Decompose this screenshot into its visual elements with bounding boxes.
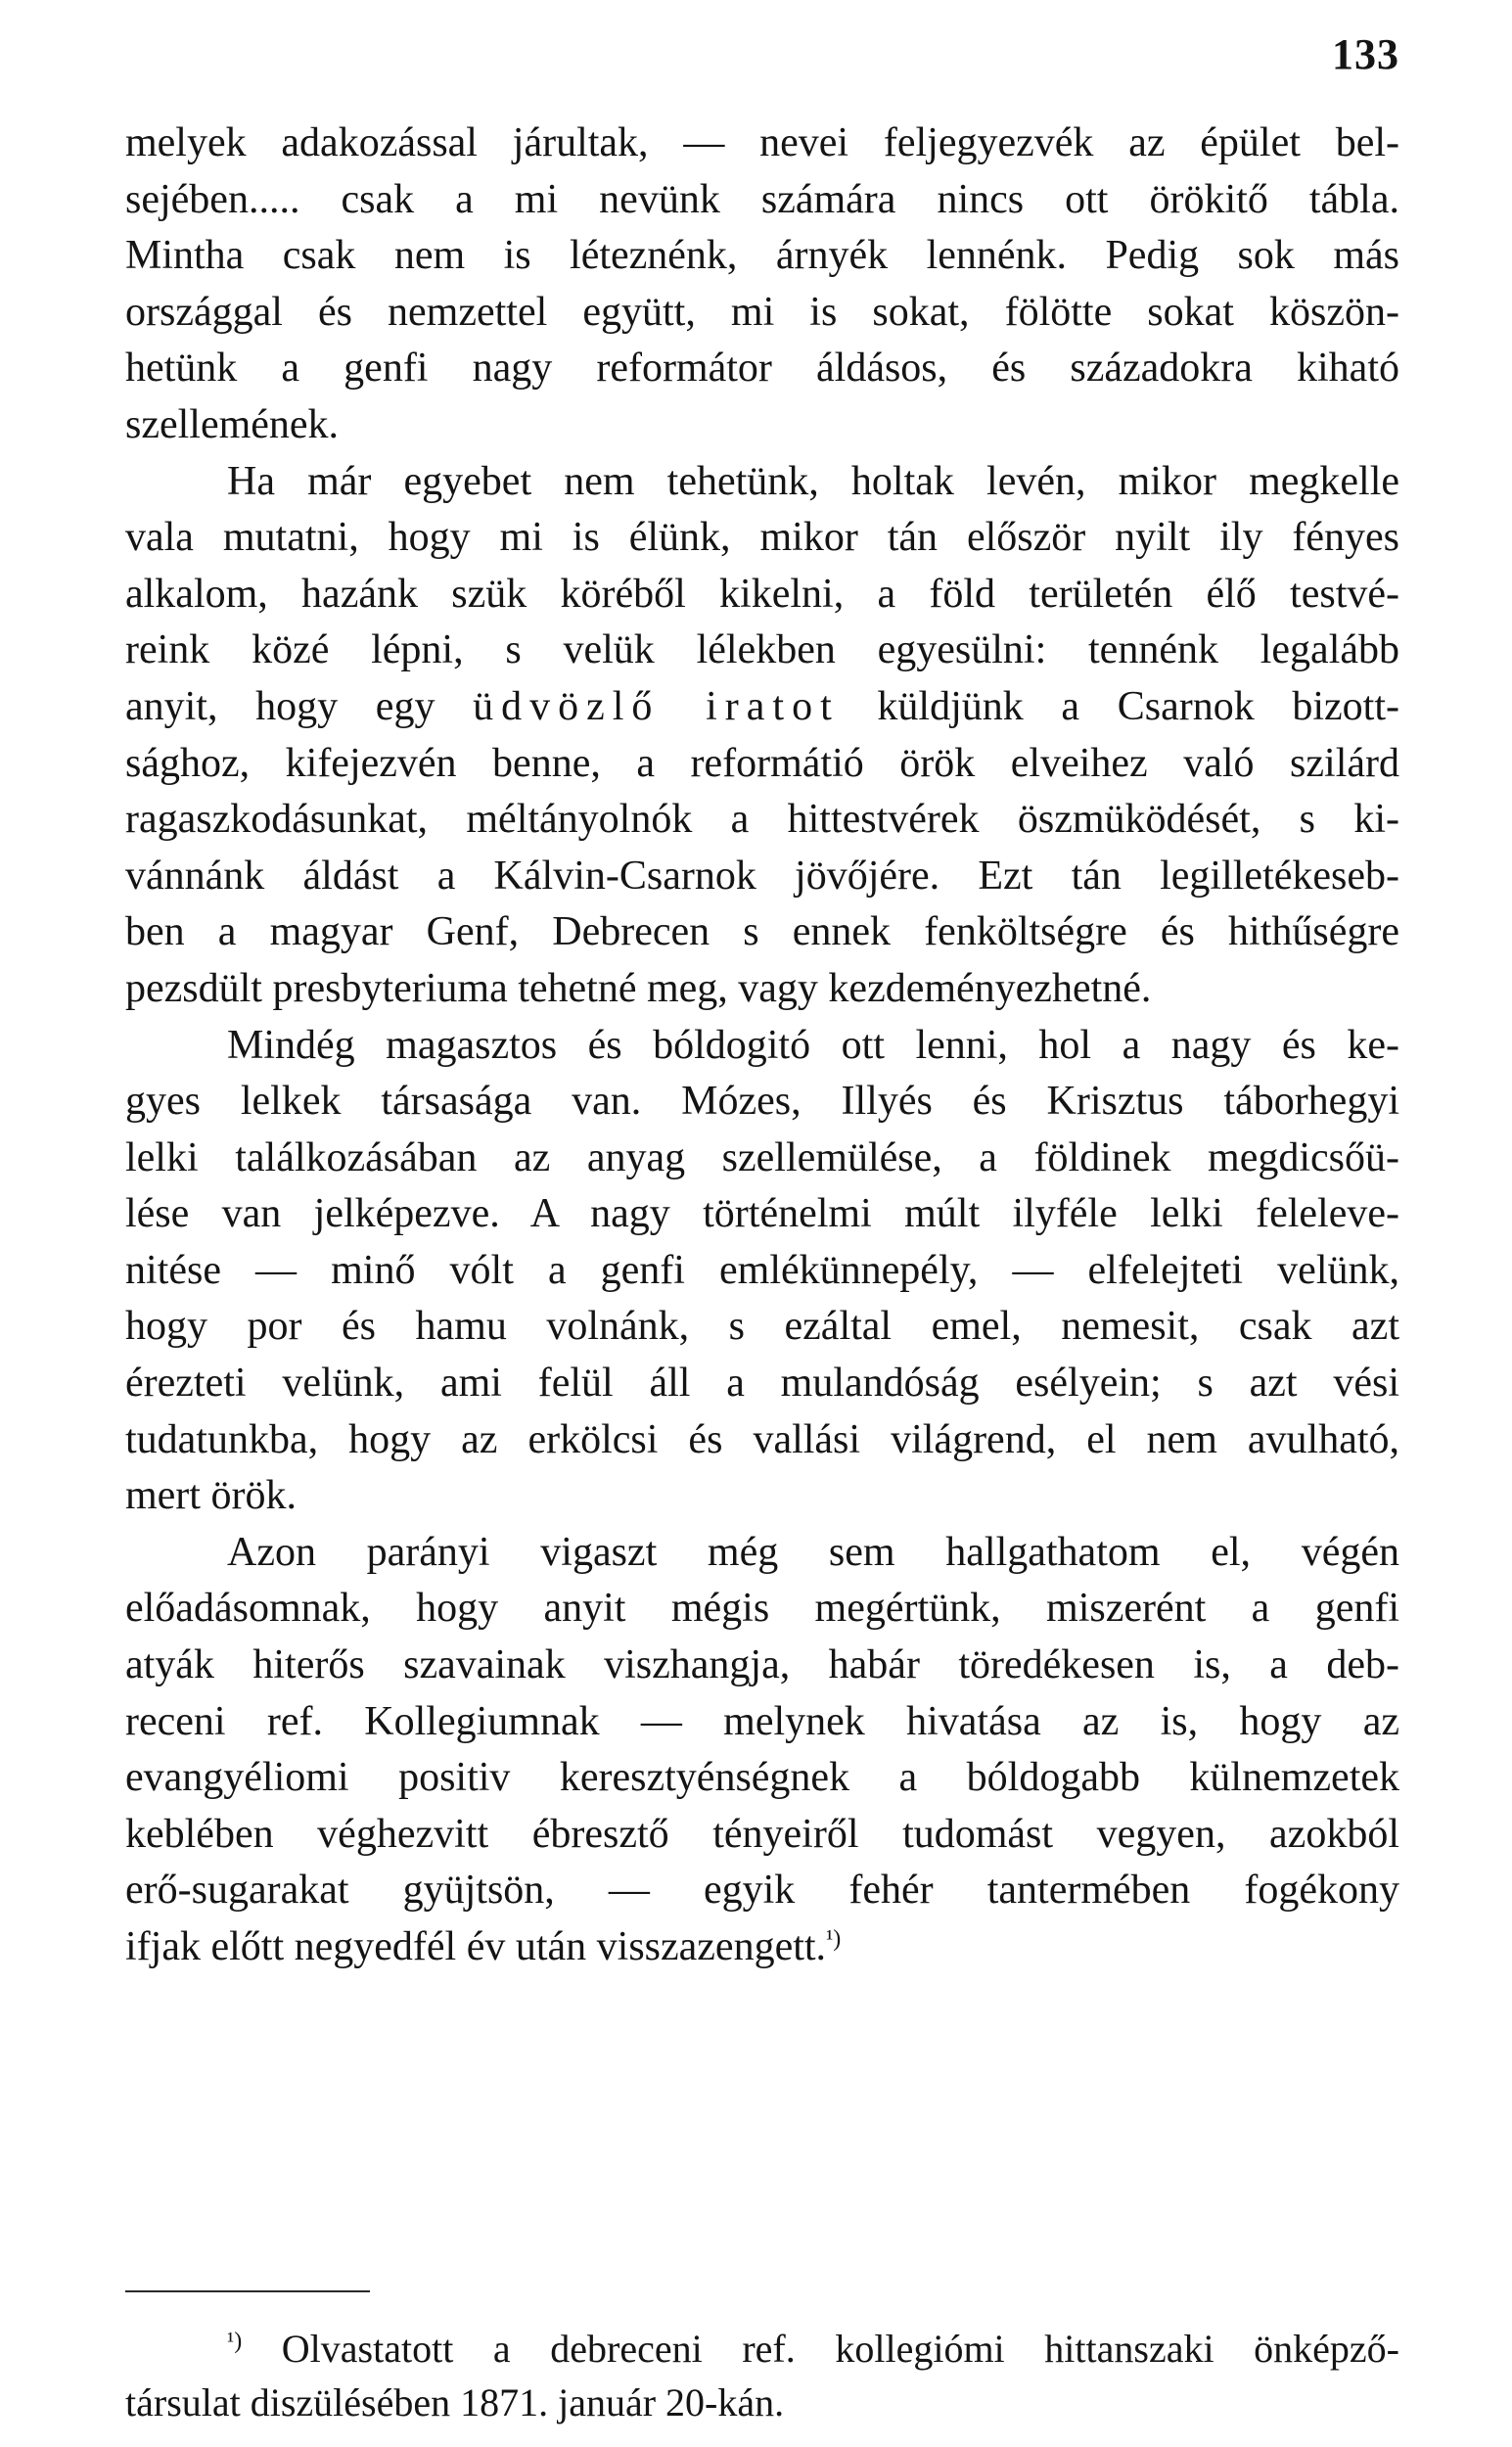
text-line: előadásomnak, hogy anyit mégis megértünk, miszerént a genfi bbox=[125, 1586, 1399, 1632]
text-line: ben a magyar Genf, Debrecen s ennek fenköltségre és hithűségre bbox=[125, 909, 1399, 955]
line-text: ifjak előtt negyedfél év után visszazengett. bbox=[125, 1924, 827, 1969]
text-line: receni ref. Kollegiumnak — melynek hivatása az is, hogy az bbox=[125, 1698, 1399, 1744]
text-line: alkalom, hazánk szük köréből kikelni, a föld területén élő testvé- bbox=[125, 571, 1399, 617]
body-text bbox=[125, 115, 1399, 1976]
text-line-with-spaced-emphasis bbox=[125, 679, 1399, 736]
footnote-divider bbox=[125, 2290, 370, 2292]
spaced-emphasis: üdvözlő iratot bbox=[473, 683, 840, 729]
text-line: hetünk a genfi nagy reformátor áldásos, és századokra kiható bbox=[125, 346, 1399, 392]
text-line: nitése — minő vólt a genfi emlékünnepély, — elfelejteti velünk, bbox=[125, 1247, 1399, 1293]
footnote-line: társulat diszülésében 1871. január 20-kán. bbox=[125, 2380, 785, 2424]
text-line: tudatunkba, hogy az erkölcsi és vallási világrend, el nem avulható, bbox=[125, 1416, 1399, 1462]
text-line: hogy por és hamu volnánk, s ezáltal emel, nemesit, csak azt bbox=[125, 1304, 1399, 1350]
footnote-reference[interactable]: ¹) bbox=[826, 1926, 842, 1952]
text-line: mert örök. bbox=[125, 1473, 297, 1519]
text-line: vala mutatni, hogy mi is élünk, mikor tán először nyilt ily fényes bbox=[125, 515, 1399, 561]
text-line: gyes lelkek társasága van. Mózes, Illyés és Krisztus táborhegyi bbox=[125, 1079, 1399, 1125]
text-line: Azon parányi vigaszt még sem hallgathatom el, végén bbox=[227, 1529, 1399, 1575]
footnote-text: Olvastatott a debreceni ref. kollegiómi hittanszaki önképző- bbox=[281, 2327, 1399, 2371]
footnote-line bbox=[125, 2322, 1399, 2376]
footnote bbox=[125, 2322, 1399, 2429]
text-line: lése van jelképezve. A nagy történelmi múlt ilyféle lelki feleleve- bbox=[125, 1191, 1399, 1237]
text-line: érezteti velünk, ami felül áll a mulandóság esélyein; s azt vési bbox=[125, 1361, 1399, 1407]
text-line: evangyéliomi positiv keresztyénségnek a bóldogabb külnemzetek bbox=[125, 1755, 1399, 1801]
text-line: sághoz, kifejezvén benne, a reformátió örök elveihez való szilárd bbox=[125, 740, 1399, 786]
text-line: országgal és nemzettel együtt, mi is sokat, fölötte sokat köszön- bbox=[125, 289, 1399, 335]
text-line: sejében..... csak a mi nevünk számára nincs ott örökitő tábla. bbox=[125, 176, 1399, 222]
text-line: ragaszkodásunkat, méltányolnók a hittestvérek öszmüködését, s ki- bbox=[125, 797, 1399, 843]
page-number: 133 bbox=[1332, 30, 1399, 78]
text-line: pezsdült presbyteriuma tehetné meg, vagy kezdeményezhetné. bbox=[125, 965, 1152, 1011]
text-line: Mintha csak nem is léteznénk, árnyék lennénk. Pedig sok más bbox=[125, 233, 1399, 279]
text-line: vánnánk áldást a Kálvin-Csarnok jövőjére. Ezt tán legilletékeseb- bbox=[125, 853, 1399, 899]
text-line: atyák hiterős szavainak viszhangja, habár töredékesen is, a deb- bbox=[125, 1642, 1399, 1688]
text-line: Ha már egyebet nem tehetünk, holtak levén, mikor megkelle bbox=[227, 458, 1399, 504]
footnote-marker: ¹) bbox=[227, 2329, 243, 2354]
text-line: erő-sugarakat gyüjtsön, — egyik fehér tantermében fogékony bbox=[125, 1868, 1399, 1914]
text-line: szellemének. bbox=[125, 401, 340, 447]
text-line: keblében véghezvitt ébresztő tényeiről tudomást vegyen, azokból bbox=[125, 1811, 1399, 1857]
text-line: reink közé lépni, s velük lélekben egyesülni: tennénk legalább bbox=[125, 627, 1399, 673]
text-line-with-footnote-ref bbox=[125, 1919, 1399, 1976]
text-line: Mindég magasztos és bóldogitó ott lenni, hol a nagy és ke- bbox=[227, 1022, 1399, 1068]
line-prefix: anyit, hogy egy bbox=[125, 683, 435, 729]
line-suffix: küldjünk a Csarnok bizott- bbox=[877, 683, 1399, 729]
text-line: melyek adakozással járultak, — nevei feljegyezvék az épület bel- bbox=[125, 120, 1399, 165]
text-line: lelki találkozásában az anyag szellemülése, a földinek megdicsőü- bbox=[125, 1134, 1399, 1180]
